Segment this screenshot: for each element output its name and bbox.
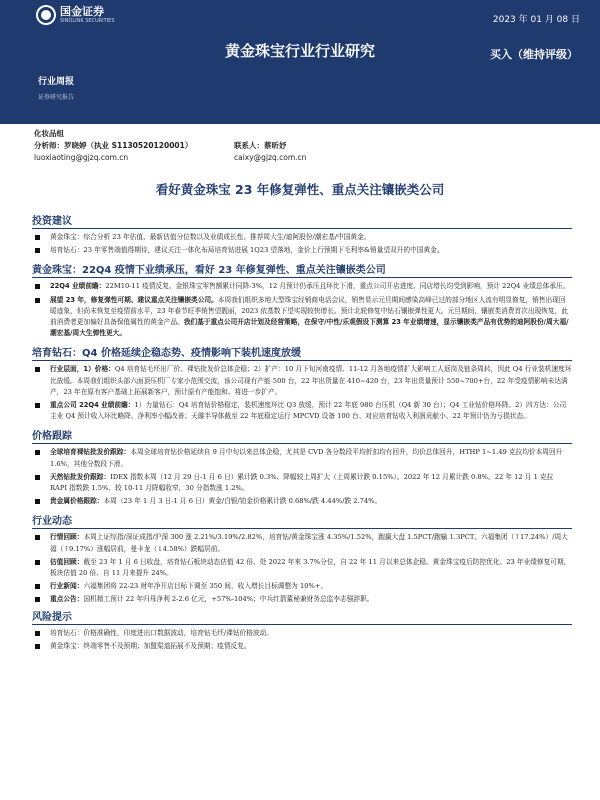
list-item — [32, 364, 572, 398]
list-item: 黄金珠宝：终端零售不及预期；加盟渠道拓展不及预期；疫情反复。 — [32, 641, 572, 652]
item-lead: 重点公司 22Q4 业绩前瞻： — [50, 401, 135, 410]
item-lead: 全球培育裸钻批发价跟踪： — [50, 448, 131, 457]
list-item — [32, 281, 572, 292]
list-item: 培育钻石：23 年零售端值得期待，建议关注一体化布局培育钻进展 1Q23 望落地，金价上行预期下毛利率&销量望双升的中国黄金。 — [32, 245, 572, 256]
item-lead: 天然钻批发价跟踪： — [50, 472, 111, 481]
list-item — [32, 496, 572, 507]
list-item: 黄金珠宝：综合分析 23 年估值、最新估值分位数以及业绩成长性、推荐周大生/迪阿股份/潮宏基/中国黄金。 — [32, 232, 572, 243]
report-type: 行业周报 — [38, 77, 75, 87]
contact-name: 联系人：蔡昕妤 — [234, 141, 287, 150]
list-item — [32, 447, 572, 469]
item-lead: 22Q4 业绩前瞻： — [50, 282, 106, 291]
section-title-investment: 投资建议 — [32, 212, 572, 229]
list-item — [32, 557, 572, 579]
item-lead: 重点公告： — [50, 595, 84, 604]
logo-text: 国金证券 — [60, 5, 104, 18]
rating-label: 买入（维持评级） — [490, 48, 578, 61]
report-header — [0, 0, 600, 124]
item-lead: 估值回顾： — [50, 557, 84, 566]
item-text: IDEX 指数本周（12 月 29 日-1 月 6 日）累计跌 0.3%、降幅较上周扩大（上周累计跌 0.15%）。2022 年 12 月累计跌 0.8%。22 年 12 月 1 克拉 RAPI 指数跌 1.5%、较 10-11 月降幅收窄，30 分指数涨 1.2%。 — [50, 472, 554, 493]
list-item — [32, 532, 572, 554]
item-text: 国机精工预计 22 年归母净利 2-2.6 亿元，+57%-104%；中兵红箭董秘兼财务总监李志强辞职。 — [83, 595, 374, 604]
item-text: 1）力量钻石：Q4 培育钻价格稳定，装机速度环比 Q3 放缓，预计 22 年底 980 台压机（Q4 新 30 台）；Q4 工业钻价格环降。2）四方达：公司主业 Q4 预计收入环比略降、净利率小幅改善；天璇半导体截至 22 年底稳定运行 MPCVD 设备 100 台、对应培育钻收入利润贡献小、22 年预计仍为亏损状态。 — [50, 401, 567, 421]
list-item — [32, 581, 572, 592]
report-date: 2023 年 01 月 08 日 — [492, 15, 580, 25]
item-text: 本周全球培育钻价格延续自 9 月中旬以来总体企稳，尤其是 CVD 各分数段平均折扣均有回升，均价总体回升，HTHP 1~1.49 克拉均价本周回升 1.6%，其他分数段下滑。 — [50, 448, 563, 468]
item-lead: 贵金属价格跟踪： — [50, 497, 104, 506]
item-emphasis: 我们基于重点公司开店计划及经营策略，在保守/中性/乐观假设下测算 23 年业绩增速，显示镶嵌类产品有优势的迪阿股份/周大福/潮宏基/周大生弹性更大。 — [50, 318, 569, 338]
group-name: 化妆品组 — [34, 129, 64, 138]
item-text: 22M10-11 疫情反复、金银珠宝零售额累计同降-3%，12 月预计仍承压且环比下滑，重点公司开店进度、同店增长均受到影响，预计 22Q4 业绩总体承压。 — [105, 282, 570, 291]
list-item — [32, 472, 572, 494]
logo — [38, 6, 115, 24]
item-lead: 行业层面，1）价格： — [50, 365, 115, 374]
item-text: Q4 培育钻毛坯出厂价、裸钻批发价总体企稳；2）扩产：10 月下旬河南疫情、11-12 月各地疫情扩大影响工人返岗及链条周转，因此 Q4 行业装机速度环比放缓。本周我们组织头部六面顶压机厂专家小范围交流，该公司现有产能 500 台，22 年出货量在 410~420 台，23 年出货量预计 550~700+台，22 年受疫情影响未达满产，23 年在原有客户基础上拓展新客户，预计原有产能饱和、将进一步扩产。 — [50, 365, 572, 396]
item-lead: 展望 23 年，修复弹性可期、建议重点关注镶嵌类公司。 — [50, 295, 218, 304]
item-lead: 行情回顾： — [50, 533, 84, 542]
item-text: 截至 23 年 1 月 6 日收盘，培育钻石板块动态估值 42 倍、处 2022 年来 3.7%分位，自 22 年 11 月以来总体企稳。黄金珠宝疫后防控优化、23 年业绩修复可期，板块估值 20 倍、自 11 月来提升 24%。 — [50, 557, 571, 578]
report-headline: 看好黄金珠宝 23 年修复弹性、重点关注镶嵌类公司 — [155, 182, 445, 197]
logo-icon — [38, 7, 54, 23]
list-item: 培育钻石：价格准确性，印度进出口数据波动，培育钻毛坯/裸钻价格波动。 — [32, 628, 572, 639]
analyst-name: 分析师：罗晓婷（执业 S1130520120001） — [34, 141, 193, 150]
list-item — [32, 594, 572, 605]
section-title-industry: 行业动态 — [32, 512, 572, 529]
contact-email[interactable]: caixy@gjzq.com.cn — [234, 153, 307, 162]
analyst-email[interactable]: luoxiaoting@gjzq.com.cn — [34, 153, 129, 162]
item-lead: 行业新闻： — [50, 582, 84, 591]
item-text: 本周我们组织多地大型珠宝经销商电话会议，销售显示元旦期间感染高峰已过的部分地区人流有明显修复，销售出现回暖迹象，但尚未恢复至疫情前水平，23 年春节旺季销售望靓丽，2023 依基数下望实现较快增长。预计北轮修复中钻石镶嵌弹性更大。元旦期间，镶嵌类消费首次出现恢复，此前消费者更加偏好具备保值属性的黄金产品。 — [50, 295, 568, 327]
item-text: 六福集团将 22-23 财年净开店目标下调至 350 间，收入增长目标调整为 10%+。 — [83, 582, 328, 591]
author-block — [34, 128, 574, 164]
report-subtitle: 证券研究报告 — [38, 94, 75, 101]
item-text: 本周（23 年 1 月 3 日-1 月 6 日）黄金/白银/铂金价格累计跌 0.68%/跌 4.44%/跌 2.74%。 — [103, 497, 382, 506]
list-item — [32, 400, 572, 422]
section-title-lab-diamond: 培育钻石：Q4 价格延续企稳态势、疫情影响下装机速度放缓 — [32, 344, 572, 361]
section-title-risk: 风险提示 — [32, 608, 572, 625]
page-title: 黄金珠宝行业行业研究 — [225, 42, 376, 60]
item-text: 本周上证综指/深证成指/沪深 300 涨 2.21%/3.19%/2.82%，培育钻/黄金珠宝涨 4.35%/1.52%，跑赢大盘 1.5PCT/跑输 1.3PCT。六福集团（↑17.24%）/周大福（↑9.17%）涨幅居前，曼卡龙（↓4.58%）跌幅居前。 — [50, 533, 568, 553]
report-body — [32, 212, 572, 654]
section-title-jewelry: 黄金珠宝：22Q4 疫情下业绩承压，看好 23 年修复弹性、重点关注镶嵌类公司 — [32, 261, 572, 278]
list-item — [32, 295, 572, 340]
section-title-price: 价格跟踪 — [32, 427, 572, 444]
logo-subtext: SINOLINK SECURITIES — [60, 18, 115, 24]
